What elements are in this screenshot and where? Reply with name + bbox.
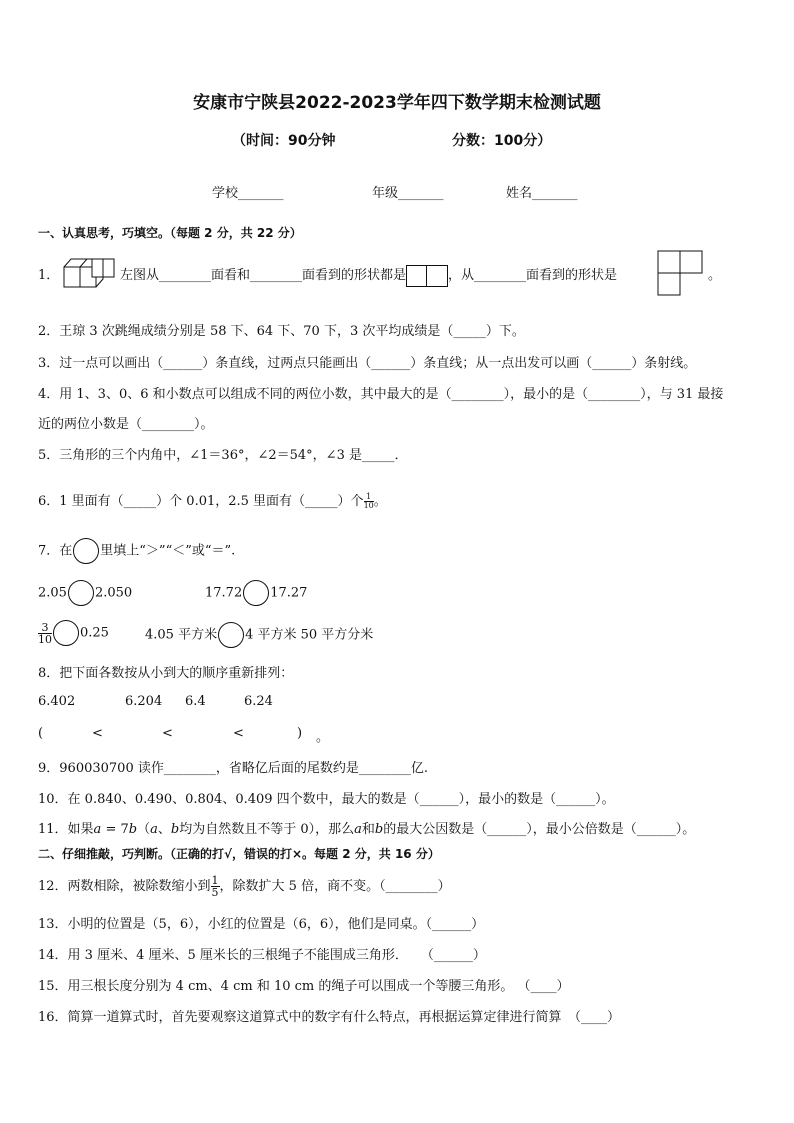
var-b: b (374, 822, 384, 837)
var-a: a (93, 822, 102, 837)
fraction-numerator: 3 (38, 622, 52, 634)
paren-open: （ (137, 822, 151, 837)
compare-right: 0.25 (80, 625, 109, 641)
question-11-text-b: 均为自然数且不等于 0），那么 (179, 822, 355, 837)
var-a: a (150, 822, 158, 837)
var-b: b (128, 822, 138, 837)
question-4-line-1: 4．用 1、3、0、6 和小数点可以组成不同的两位小数，其中最大的是（________），最小的是（________），与 31 最接 (38, 387, 724, 402)
question-7-row-1b (205, 580, 307, 606)
question-10: 10．在 0.840、0.490、0.804、0.409 四个数中，最大的数是（______），最小的数是（______）。 (38, 792, 615, 807)
order-less-than: < (162, 726, 173, 741)
order-close-paren: ) (297, 726, 303, 741)
question-11 (38, 818, 695, 837)
equals-seven: = 7 (101, 822, 129, 837)
l-shape-figure (657, 250, 705, 296)
answer-circle[interactable] (73, 538, 99, 564)
comma: 、 (157, 822, 171, 837)
grade-field: 年级_______ (372, 186, 444, 201)
fraction-denominator: 10 (363, 501, 374, 510)
compare-right: 2.050 (94, 585, 133, 601)
and-text: 和 (361, 822, 375, 837)
answer-circle[interactable] (53, 620, 79, 646)
question-7-text-a: 7．在 (38, 543, 73, 559)
question-9: 9．960030700 读作________，省略亿后面的尾数约是________亿. (38, 761, 428, 776)
number-6-204: 6.204 (125, 694, 163, 709)
fraction-numerator: 1 (364, 493, 374, 502)
question-4-line-2: 近的两位小数是（________）。 (38, 417, 214, 432)
question-8: 8．把下面各数按从小到大的顺序重新排列： (38, 666, 294, 681)
question-13: 13．小明的位置是（5，6），小红的位置是（6，6），他们是同桌。（______） (38, 917, 485, 932)
question-7-text-b: 里填上“＞”“＜”或“＝”. (100, 543, 236, 559)
compare-left: 2.05 (38, 585, 67, 601)
question-7-row-2a (38, 620, 109, 646)
answer-circle[interactable] (218, 622, 244, 648)
order-less-than: < (233, 726, 244, 741)
question-7-row-2b (145, 622, 373, 648)
question-6-text: 6．1 里面有（_____）个 0.01，2.5 里面有（_____）个 (38, 494, 364, 509)
compare-left: 17.72 (205, 585, 243, 601)
question-11-text-c: 的最大公因数是（______），最小公倍数是（______）。 (383, 822, 696, 837)
number-6-4: 6.4 (185, 694, 206, 709)
question-1-part-a: 左图从________面看和________面看到的形状都是 (120, 268, 407, 283)
fraction-one-fifth (211, 875, 220, 898)
question-1-text (120, 264, 617, 287)
order-less-than: < (92, 726, 103, 741)
question-16: 16．简算一道算式时，首先要观察这道算式中的数字有什么特点，再根据运算定律进行简算 （____） (38, 1010, 621, 1025)
question-12 (38, 875, 451, 898)
fraction-one-tenth (364, 493, 374, 510)
question-3: 3．过一点可以画出（______）条直线，过两点只能画出（______）条直线；从一点出发可以画（______）条射线。 (38, 356, 697, 371)
fraction-numerator: 1 (211, 874, 219, 887)
section-2-heading: 二、仔细推敲，巧判断。（正确的打√，错误的打×。每题 2 分，共 16 分） (38, 847, 440, 861)
var-a: a (354, 822, 362, 837)
question-7 (38, 538, 235, 564)
section-1-heading: 一、认真思考，巧填空。（每题 2 分，共 22 分） (38, 226, 302, 240)
two-squares-shape (406, 265, 448, 287)
number-6-402: 6.402 (38, 694, 76, 709)
compare-left: 4.05 平方米 (145, 627, 218, 643)
score-label: 分数：100分） (452, 133, 552, 149)
question-14: 14．用 3 厘米、4 厘米、5 厘米长的三根绳子不能围成三角形． （______） (38, 948, 486, 963)
cubes-figure (62, 256, 118, 290)
order-open-paren: ( (38, 726, 44, 741)
question-11-text-a: 11．如果 (38, 822, 94, 837)
question-6 (38, 490, 387, 510)
compare-right: 17.27 (270, 585, 308, 601)
time-label: （时间：90分钟 (232, 133, 336, 149)
page-title: 安康市宁陕县2022-2023学年四下数学期末检测试题 (193, 93, 601, 113)
question-1-number: 1． (38, 268, 60, 283)
question-12-text-a: 12．两数相除，被除数缩小到 (38, 879, 211, 894)
answer-circle[interactable] (243, 580, 269, 606)
name-field: 姓名_______ (506, 186, 578, 201)
question-5: 5．三角形的三个内角中，∠1＝36°，∠2＝54°，∠3 是_____． (38, 448, 408, 463)
fraction-denominator: 10 (38, 632, 52, 646)
order-end: 。 (316, 730, 330, 745)
question-1-part-b: ，从________面看到的形状是 (448, 268, 618, 283)
school-field: 学校_______ (212, 186, 284, 201)
question-2: 2．王琼 3 次跳绳成绩分别是 58 下、64 下、70 下，3 次平均成绩是（_____）下。 (38, 324, 525, 339)
question-6-end: 。 (373, 494, 387, 509)
var-b: b (170, 822, 180, 837)
question-12-text-b: ，除数扩大 5 倍，商不变。（________） (219, 879, 451, 894)
question-1-end: 。 (708, 268, 722, 283)
answer-circle[interactable] (68, 580, 94, 606)
question-15: 15．用三根长度分别为 4 cm、4 cm 和 10 cm 的绳子可以围成一个等腰三角形。 （____） (38, 979, 570, 994)
fraction-three-tenths (38, 622, 52, 645)
fraction-denominator: 5 (211, 886, 219, 899)
question-7-row-1a (38, 580, 132, 606)
compare-right: 4 平方米 50 平方分米 (245, 627, 374, 643)
number-6-24: 6.24 (244, 694, 273, 709)
